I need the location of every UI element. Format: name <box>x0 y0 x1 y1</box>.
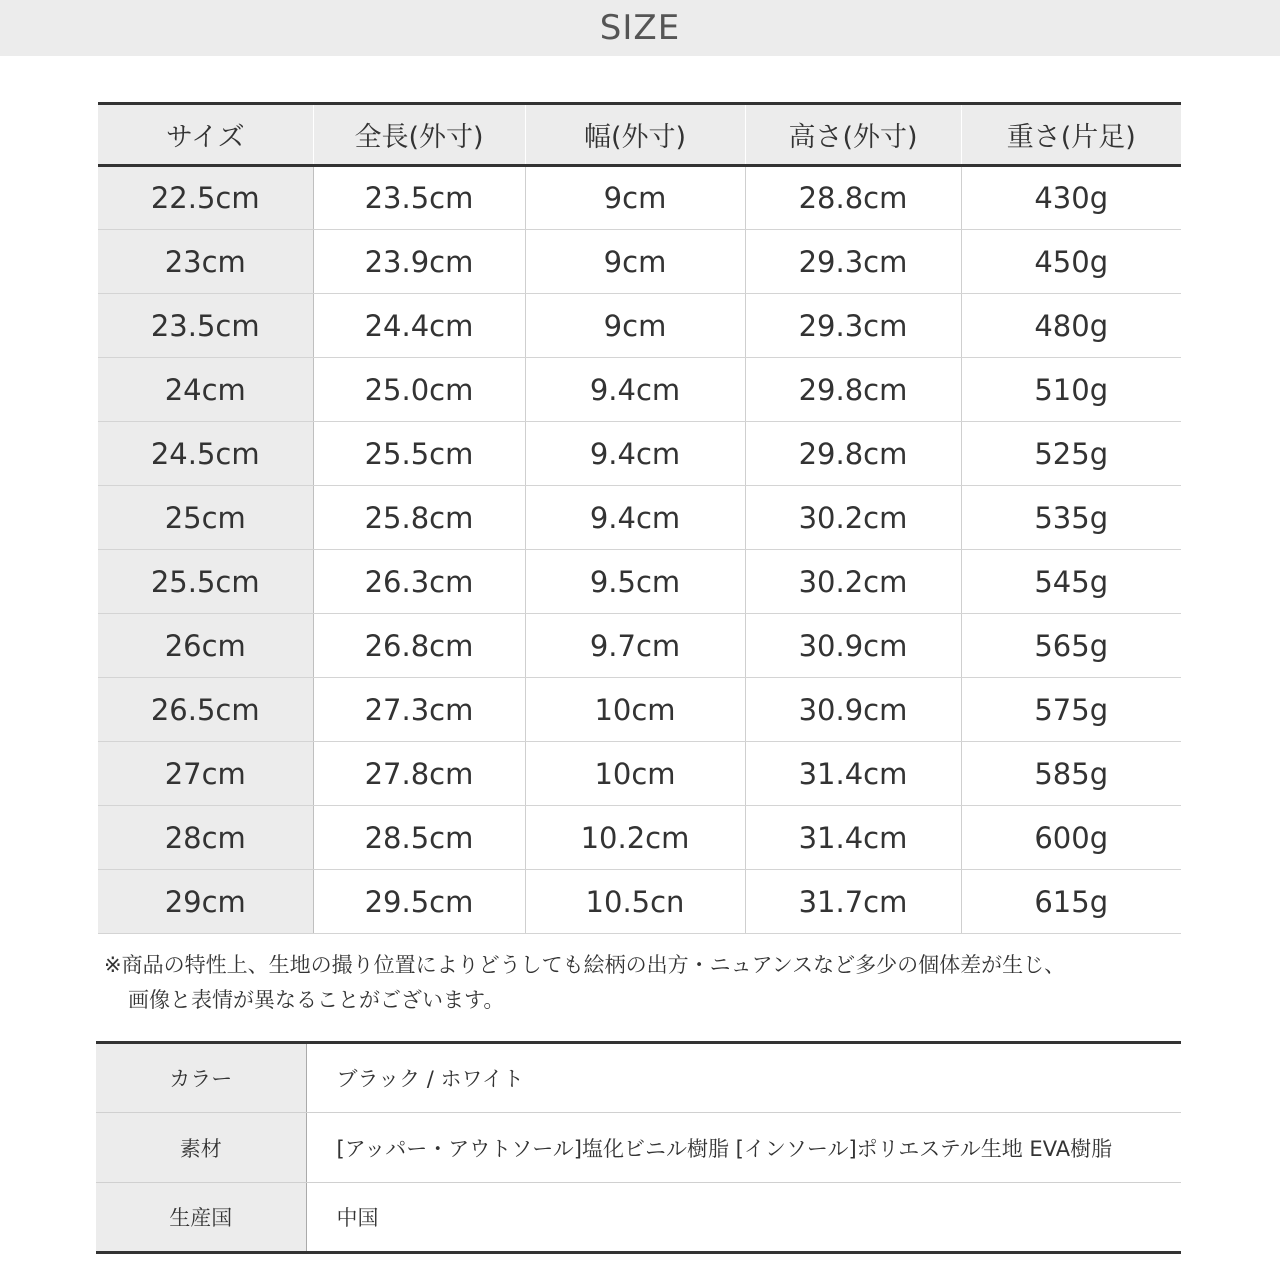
size-cell: 23cm <box>98 230 313 294</box>
length-cell: 27.3cm <box>313 678 525 742</box>
weight-cell: 600g <box>961 806 1181 870</box>
width-cell: 9cm <box>525 230 745 294</box>
size-cell: 25.5cm <box>98 550 313 614</box>
table-row <box>98 678 1181 742</box>
width-cell: 9.7cm <box>525 614 745 678</box>
size-cell: 24cm <box>98 358 313 422</box>
size-cell: 23.5cm <box>98 294 313 358</box>
weight-cell: 575g <box>961 678 1181 742</box>
width-cell: 9.4cm <box>525 358 745 422</box>
product-note <box>104 948 1194 1018</box>
spec-label-origin: 生産国 <box>96 1183 306 1253</box>
length-cell: 26.3cm <box>313 550 525 614</box>
length-cell: 23.5cm <box>313 166 525 230</box>
spec-label-material: 素材 <box>96 1113 306 1183</box>
height-cell: 29.8cm <box>745 422 961 486</box>
size-cell: 29cm <box>98 870 313 934</box>
weight-cell: 525g <box>961 422 1181 486</box>
height-cell: 31.7cm <box>745 870 961 934</box>
length-cell: 29.5cm <box>313 870 525 934</box>
spec-value-origin: 中国 <box>336 1206 379 1230</box>
spec-value-material: [アッパー・アウトソール]塩化ビニル樹脂 [インソール]ポリエステル生地 EVA樹脂 <box>306 1113 1181 1183</box>
weight-cell: 545g <box>961 550 1181 614</box>
size-cell: 26.5cm <box>98 678 313 742</box>
size-cell: 27cm <box>98 742 313 806</box>
spec-row-material <box>96 1113 1181 1183</box>
width-cell: 9cm <box>525 294 745 358</box>
spec-value-color: ブラック / ホワイト <box>306 1043 1181 1113</box>
table-row <box>98 742 1181 806</box>
table-row <box>98 486 1181 550</box>
spec-table <box>96 1041 1181 1254</box>
width-cell: 10.5cn <box>525 870 745 934</box>
weight-cell: 510g <box>961 358 1181 422</box>
length-cell: 27.8cm <box>313 742 525 806</box>
table-row <box>98 614 1181 678</box>
weight-cell: 615g <box>961 870 1181 934</box>
length-cell: 25.5cm <box>313 422 525 486</box>
weight-cell: 480g <box>961 294 1181 358</box>
size-cell: 28cm <box>98 806 313 870</box>
size-cell: 22.5cm <box>98 166 313 230</box>
length-cell: 26.8cm <box>313 614 525 678</box>
spec-row-color <box>96 1043 1181 1113</box>
height-cell: 31.4cm <box>745 742 961 806</box>
table-row <box>98 422 1181 486</box>
spec-label-color: カラー <box>96 1043 306 1113</box>
width-cell: 10.2cm <box>525 806 745 870</box>
size-cell: 26cm <box>98 614 313 678</box>
size-table-header-row <box>98 104 1181 166</box>
width-cell: 9.4cm <box>525 422 745 486</box>
length-cell: 28.5cm <box>313 806 525 870</box>
height-cell: 29.3cm <box>745 230 961 294</box>
header-width: 幅(外寸) <box>525 104 745 166</box>
table-row <box>98 806 1181 870</box>
weight-cell: 535g <box>961 486 1181 550</box>
table-row <box>98 294 1181 358</box>
width-cell: 9cm <box>525 166 745 230</box>
length-cell: 25.0cm <box>313 358 525 422</box>
width-cell: 9.4cm <box>525 486 745 550</box>
note-line-1: ※商品の特性上、生地の撮り位置によりどうしても絵柄の出方・ニュアンスなど多少の個体差が生じ、 <box>104 953 1066 977</box>
size-cell: 25cm <box>98 486 313 550</box>
length-cell: 25.8cm <box>313 486 525 550</box>
size-banner <box>0 0 1280 56</box>
width-cell: 10cm <box>525 742 745 806</box>
width-cell: 10cm <box>525 678 745 742</box>
table-row <box>98 870 1181 934</box>
page-title: SIZE <box>599 8 681 48</box>
length-cell: 24.4cm <box>313 294 525 358</box>
table-row <box>98 550 1181 614</box>
header-length: 全長(外寸) <box>313 104 525 166</box>
header-weight: 重さ(片足) <box>961 104 1181 166</box>
weight-cell: 450g <box>961 230 1181 294</box>
width-cell: 9.5cm <box>525 550 745 614</box>
header-height: 高さ(外寸) <box>745 104 961 166</box>
height-cell: 29.3cm <box>745 294 961 358</box>
header-size: サイズ <box>98 104 313 166</box>
table-row <box>98 358 1181 422</box>
size-table <box>98 102 1181 934</box>
size-cell: 24.5cm <box>98 422 313 486</box>
height-cell: 28.8cm <box>745 166 961 230</box>
height-cell: 31.4cm <box>745 806 961 870</box>
height-cell: 30.9cm <box>745 678 961 742</box>
note-line-2: 画像と表情が異なることがございます。 <box>128 988 505 1012</box>
length-cell: 23.9cm <box>313 230 525 294</box>
weight-cell: 430g <box>961 166 1181 230</box>
weight-cell: 585g <box>961 742 1181 806</box>
height-cell: 29.8cm <box>745 358 961 422</box>
height-cell: 30.2cm <box>745 550 961 614</box>
height-cell: 30.9cm <box>745 614 961 678</box>
height-cell: 30.2cm <box>745 486 961 550</box>
weight-cell: 565g <box>961 614 1181 678</box>
table-row <box>98 166 1181 230</box>
spec-row-origin <box>96 1183 1181 1253</box>
table-row <box>98 230 1181 294</box>
